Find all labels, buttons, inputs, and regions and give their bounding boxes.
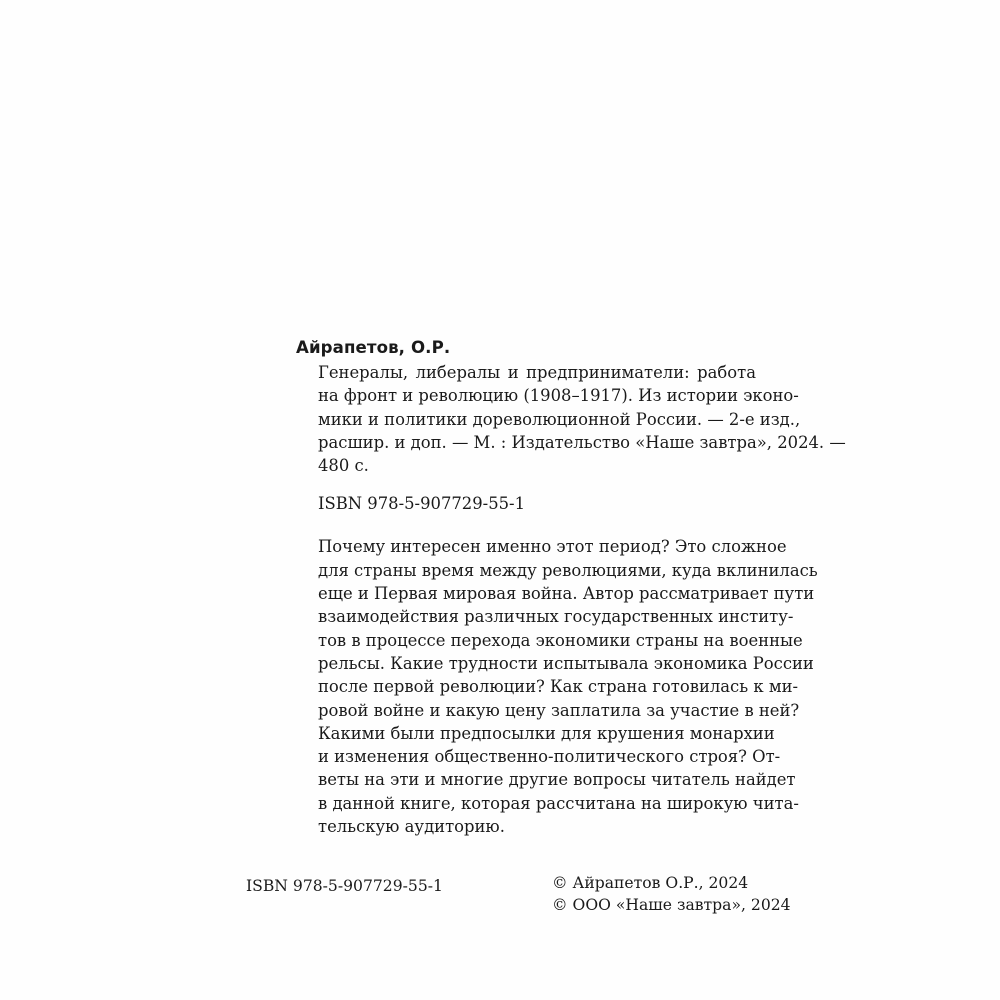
description-line: 480 с.: [318, 456, 369, 476]
annotation-line: тельскую аудиторию.: [318, 817, 505, 837]
footer-isbn: ISBN 978-5-907729-55-1: [246, 877, 443, 895]
catalog-isbn: ISBN 978-5-907729-55-1: [318, 494, 526, 514]
copyright-author: © Айрапетов О.Р., 2024: [552, 874, 749, 892]
annotation-line: после первой революции? Как страна готовилась к ми-: [318, 677, 799, 697]
catalog-record: [296, 336, 846, 838]
annotation-line: ровой войне и какую цену заплатила за участие в ней?: [318, 700, 800, 720]
description-line: Генералы, либералы и предприниматели: работа: [318, 363, 756, 382]
annotation-line: в данной книге, которая рассчитана на широкую чита-: [318, 793, 799, 813]
annotation-line: Почему интересен именно этот период? Это сложное: [318, 537, 787, 557]
description-line: мики и политики дореволюционной России. — 2-е изд.,: [318, 409, 801, 429]
annotation-line: взаимодействия различных государственных институ-: [318, 607, 794, 627]
annotation-line: рельсы. Какие трудности испытывала экономика России: [318, 653, 814, 673]
description-line: на фронт и революцию (1908–1917). Из истории эконо-: [318, 386, 799, 406]
annotation-line: веты на эти и многие другие вопросы читатель найдет: [318, 770, 796, 790]
annotation-line: и изменения общественно-политического строя? От-: [318, 747, 781, 767]
annotation-line: тов в процессе перехода экономики страны на военные: [318, 630, 803, 650]
author-heading: Айрапетов, О.Р.: [296, 338, 451, 357]
annotation-line: еще и Первая мировая война. Автор рассматривает пути: [318, 584, 815, 604]
description-line: расшир. и доп. — М. : Издательство «Наше завтра», 2024. —: [318, 432, 846, 452]
annotation: [296, 535, 818, 838]
bibliographic-description: [296, 361, 846, 477]
annotation-line: для страны время между революциями, куда вклинилась: [318, 560, 818, 580]
copyright-publisher: © ООО «Наше завтра», 2024: [552, 895, 791, 914]
copyright-block: [552, 873, 791, 916]
annotation-line: Какими были предпосылки для крушения монархии: [318, 723, 775, 743]
